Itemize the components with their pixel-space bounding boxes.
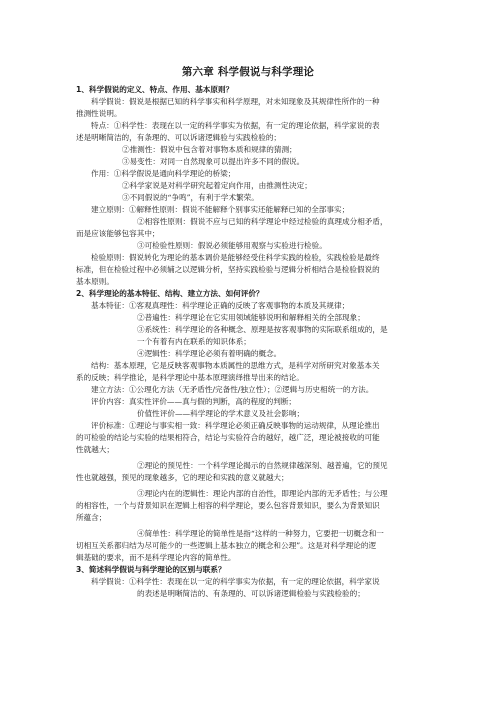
s1-line-5: ③易变性：对同一自然现象可以提出许多不同的假说。: [122, 157, 305, 166]
s3-line-1: 的表述是明晰简洁的、有条理的、可以诉诸逻辑检验与实践检验的；: [137, 589, 365, 598]
s2-line-1: ②普遍性：科学理论在它实用领域能够说明和解释相关的全部现象；: [137, 313, 365, 322]
s2-line-12: 性就越大；: [76, 445, 114, 454]
s2-line-15: ③理论内在的逻辑性：理论内部的自治性，即理论内部的无矛盾性；与公理: [137, 489, 388, 498]
s1-line-4: ②推测性：假说中包含着对事物本质和规律的猜测；: [122, 145, 297, 154]
s2-line-5: 结构：基本原理，它是反映客观事物本质属性的思维方式，是科学对所研究对象基本关: [91, 361, 380, 370]
s1-line-0: 科学假说：假说是根据已知的科学事实和科学原理，对未知现象及其规律性所作的一种: [91, 97, 380, 106]
s1-line-9: 建立原则：①解释性原则：假说不能解释个别事实还能解释已知的全部事实；: [91, 205, 350, 214]
s2-line-6: 系的反映；科学推论，是科学理论中基本原理演绎推导出来的结论。: [76, 373, 304, 382]
page-title: 第六章 科学假说与科学理论: [181, 66, 315, 78]
s2-line-8: 评价内容：真实性评价——真与假的判断，高的程度的判断；: [91, 397, 297, 406]
s2-line-7: 建立方法：①公理化方法（无矛盾性/完备性/独立性）；②逻辑与历史相统一的方法。: [91, 385, 374, 394]
s1-line-3: 述是明晰简洁的，有条理的、可以诉诸逻辑验与实践检验的；: [76, 133, 282, 142]
section-2-heading: 2、科学理论的基本特征、结构、建立方法、如何评价？: [76, 289, 264, 298]
s1-line-14: 标准，但在检验过程中必须辅之以逻辑分析，坚持实践检验与逻辑分析相结合是检验假说的: [76, 265, 380, 274]
s2-line-20: 辑基础的要求，而不是科学理论内容的简单性。: [76, 553, 236, 562]
s2-line-19: 切相互关系都归结为尽可能少的一些逻辑上基本独立的概念和公理”。这是对科学理论的逻: [76, 541, 377, 550]
s2-line-13: ②理论的预见性：一个科学理论揭示的自然规律越深刻、越普遍，它的预见: [137, 461, 388, 470]
s1-line-12: ③可检验性原则：假说必须能够用观察与实验进行检验。: [137, 241, 327, 250]
s2-line-14: 性也就越强，预见的现象越多，它的理论和实践的意义就越大；: [76, 473, 289, 482]
s1-line-8: ③不同假说的“争鸣”，有利于学术繁荣。: [122, 193, 259, 202]
s1-line-10: ②相容性原则：假说不应与已知的科学理论中经过检验的真理成分相矛盾，: [137, 217, 388, 226]
s2-line-2: ③系统性：科学理论的各种概念、原理是按客观事物的实际联系组成的，是: [137, 325, 388, 334]
s2-line-16: 的相容性，一个与背景知识在逻辑上相容的科学理论，要么包容背景知识，要么为背景知识: [76, 501, 380, 510]
s2-line-3: 一个有着有内在联系的知识体系；: [137, 337, 251, 346]
section-1-heading: 1、科学假说的定义、特点、作用、基本原则？: [76, 85, 234, 94]
s1-line-2: 特点：①科学性：表现在以一定的科学事实为依据，有一定的理论依据，科学家说的表: [91, 121, 380, 130]
s1-line-6: 作用：①科学假说是通向科学理论的桥梁；: [91, 169, 236, 178]
s2-line-11: 的可检验的结论与实验的结果相符合，结论与实验符合的越好，越广泛，理论被接收的可能: [76, 433, 380, 442]
s2-line-18: ④简单性：科学理论的简单性是指“这样的一种努力，它要把一切概念和一: [137, 529, 384, 538]
s2-line-10: 评价标准：①理论与事实相一致：科学理论必须正确反映事物的运动规律，从理论推出: [91, 421, 380, 430]
s3-line-0: 科学假说：①科学性：表现在以一定的科学事实为依据，有一定的理论依据，科学家说: [91, 577, 380, 586]
s1-line-1: 推测性说明。: [76, 109, 122, 118]
section-3-heading: 3、简述科学假说与科学理论的区别与联系？: [76, 565, 226, 574]
s2-line-17: 所蕴含；: [76, 513, 107, 522]
s1-line-7: ②科学家说是对科学研究起着定向作用，由推测性决定；: [122, 181, 312, 190]
s1-line-15: 基本原则。: [76, 277, 114, 286]
s1-line-13: 检验原则：假说转化为理论的基本调价是能够经受住科学实践的检验，实践检验是最终: [91, 253, 380, 262]
s2-line-4: ④逻辑性：科学理论必须有着明确的概念。: [137, 349, 282, 358]
s1-line-11: 而是应该能够包容其中；: [76, 229, 160, 238]
s2-line-0: 基本特征：①客观真理性：科学理论正确的反映了客观事物的本质及其规律；: [91, 301, 350, 310]
s2-line-9: 价值性评价——科学理论的学术意义及社会影响；: [137, 409, 305, 418]
